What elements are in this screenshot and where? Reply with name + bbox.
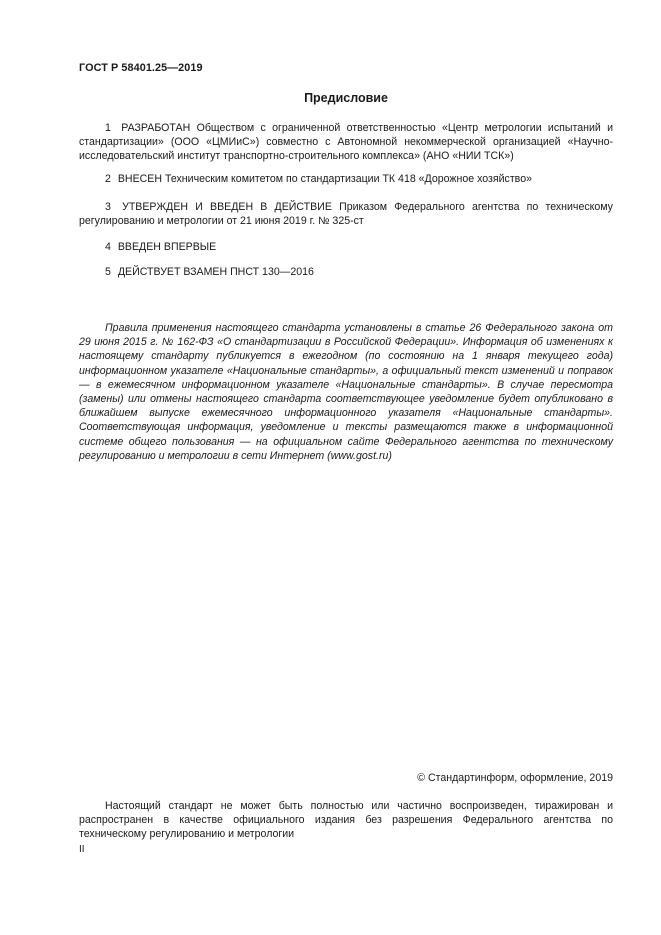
foreword-item-5 [79,265,613,279]
item-number: 2 [105,173,111,185]
copyright-notice: © Стандартинформ, оформление, 2019 [417,772,613,784]
foreword-item-2 [79,172,613,186]
section-title: Предисловие [304,91,388,105]
item-lead: РАЗРАБОТАН [121,122,191,134]
item-lead: ВНЕСЕН [117,173,163,185]
page-number: II [79,844,85,855]
foreword-item-1 [79,121,613,163]
item-text: Техническим комитетом по стандартизации ТК 418 «Дорожное хозяйство» [164,173,532,185]
item-lead: ВВЕДЕН ВПЕРВЫЕ [117,241,217,253]
item-number: 5 [105,266,111,278]
item-text: Приказом Федерального агентства по техническому регулированию и метрологии от 21 июня 2019 г. № 325-ст [79,201,613,227]
item-number: 4 [105,241,111,253]
foreword-item-4 [79,240,613,254]
item-number: 3 [105,201,111,213]
foreword-item-3 [79,200,613,228]
reproduction-restriction: Настоящий стандарт не может быть полностью или частично воспроизведен, тиражирован и распространен в качестве официального издания без разрешения Федерального агентства по техническому регулированию и метрологии [79,800,613,840]
item-lead: ДЕЙСТВУЕТ ВЗАМЕН ПНСТ 130—2016 [117,266,314,278]
item-lead: УТВЕРЖДЕН И ВВЕДЕН В ДЕЙСТВИЕ [122,201,332,213]
standard-code: ГОСТ Р 58401.25—2019 [79,62,203,74]
item-text: Обществом с ограниченной ответственностью «Центр метрологии испытаний и стандартизации» (ООО «ЦМИиС») совместно с Автономной некоммерческой организацией «Научно-исследовательский институт транспортно-строительного комплекса» (АНО «НИИ ТСК») [79,122,613,162]
item-number: 1 [105,122,111,134]
standard-usage-notice: Правила применения настоящего стандарта установлены в статье 26 Федерального закона от 29 июня 2015 г. № 162-ФЗ «О стандартизации в Российской Федерации». Информация об изменениях к настоящему стандарту публикуется в ежегодном (по состоянию на 1 января текущего года) информационном указателе «Национальные стандарты», а официальный текст изменений и поправок — в ежемесячном информационном указателе «Национальные стандарты». В случае пересмотра (замены) или отмены настоящего стандарта соответствующее уведомление будет опубликовано в ближайшем выпуске ежемесячного информационного указателя «Национальные стандарты». Соответствующая информация, уведомление и тексты размещаются также в информационной системе общего пользования — на официальном сайте Федерального агентства по техническому регулированию и метрологии в сети Интернет (www.gost.ru) [79,322,613,462]
